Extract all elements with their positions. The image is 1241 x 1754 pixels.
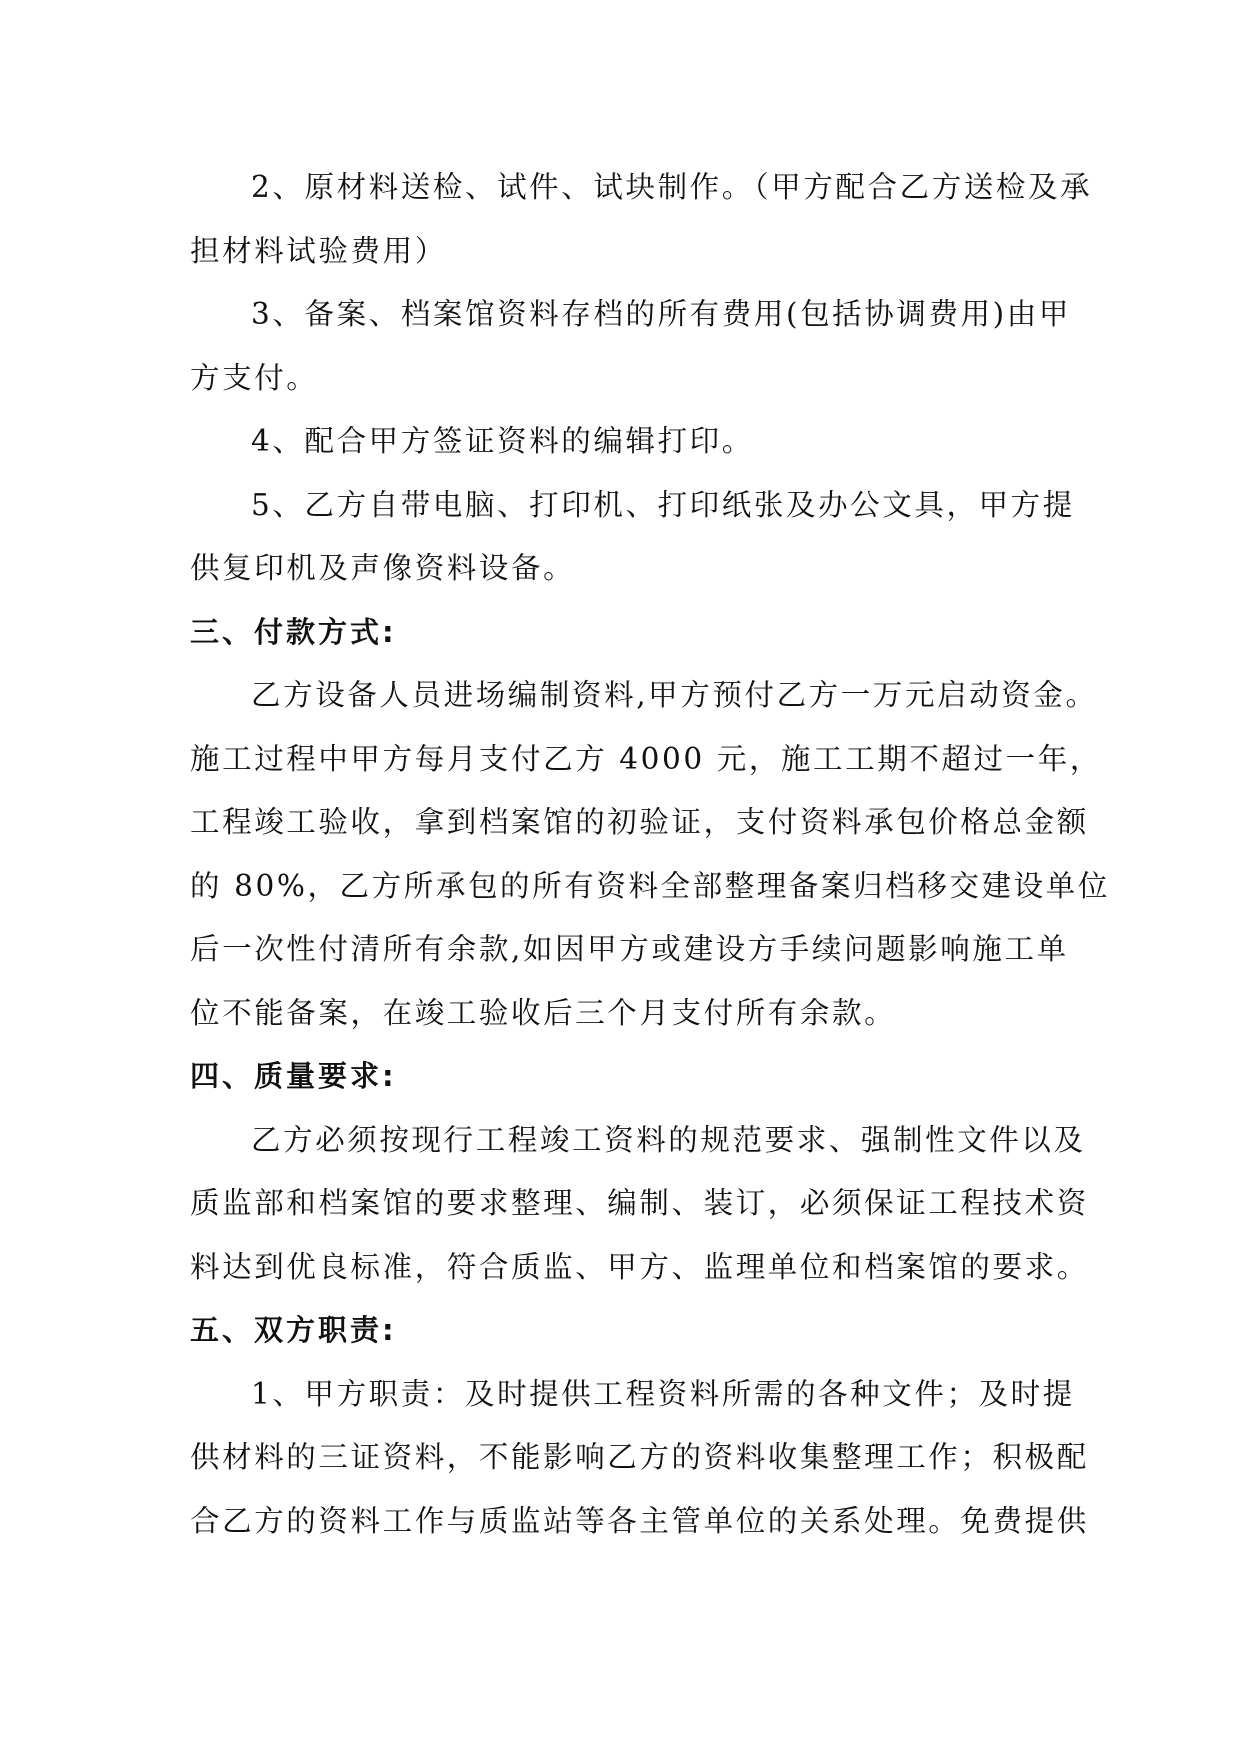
paragraph-line: 4、配合甲方签证资料的编辑打印。 bbox=[251, 424, 754, 458]
item-3-paragraph bbox=[190, 283, 1071, 410]
paragraph-line: 料达到优良标准，符合质监、甲方、监理单位和档案馆的要求。 bbox=[190, 1249, 1089, 1284]
section-heading-payment: 三、付款方式: bbox=[190, 614, 397, 649]
paragraph-line: 2、原材料送检、试件、试块制作。（甲方配合乙方送检及承 bbox=[251, 170, 1093, 204]
section-quality bbox=[190, 1045, 1089, 1299]
paragraph-line: 1、甲方职责：及时提供工程资料所需的各种文件；及时提 bbox=[251, 1376, 1075, 1411]
paragraph-line: 供复印机及声像资料设备。 bbox=[190, 551, 576, 585]
paragraph-line: 的 80%，乙方所承包的所有资料全部整理备案归档移交建设单位 bbox=[190, 868, 1110, 903]
paragraph-line: 质监部和档案馆的要求整理、编制、装订，必须保证工程技术资 bbox=[190, 1186, 1089, 1220]
section-responsibilities bbox=[190, 1299, 1089, 1553]
paragraph-line: 供材料的三证资料，不能影响乙方的资料收集整理工作；积极配 bbox=[190, 1440, 1089, 1474]
document-body bbox=[190, 156, 1110, 1553]
paragraph-line: 5、乙方自带电脑、打印机、打印纸张及办公文具，甲方提 bbox=[251, 487, 1075, 522]
paragraph-line: 后一次性付清所有余款,如因甲方或建设方手续问题影响施工单 bbox=[190, 932, 1069, 966]
paragraph-line: 3、备案、档案馆资料存档的所有费用(包括协调费用)由甲 bbox=[251, 297, 1071, 331]
paragraph-line: 乙方设备人员进场编制资料,甲方预付乙方一万元启动资金。 bbox=[251, 678, 1098, 712]
item-2-paragraph bbox=[190, 156, 1093, 283]
paragraph-line: 乙方必须按现行工程竣工资料的规范要求、强制性文件以及 bbox=[251, 1122, 1086, 1157]
section-heading-responsibilities: 五、双方职责: bbox=[190, 1313, 397, 1347]
paragraph-line: 合乙方的资料工作与质监站等各主管单位的关系处理。免费提供 bbox=[190, 1503, 1089, 1538]
paragraph-line: 方支付。 bbox=[190, 360, 319, 395]
item-5-paragraph bbox=[190, 474, 1075, 601]
paragraph-line: 工程竣工验收，拿到档案馆的初验证，支付资料承包价格总金额 bbox=[190, 805, 1089, 839]
section-heading-quality: 四、质量要求: bbox=[190, 1059, 397, 1093]
paragraph-line: 位不能备案，在竣工验收后三个月支付所有余款。 bbox=[190, 995, 897, 1030]
paragraph-line: 担材料试验费用） bbox=[190, 233, 447, 268]
section-payment bbox=[190, 601, 1110, 1046]
item-4-paragraph bbox=[190, 410, 1050, 474]
paragraph-line: 施工过程中甲方每月支付乙方 4000 元，施工工期不超过一年， bbox=[190, 741, 1102, 776]
